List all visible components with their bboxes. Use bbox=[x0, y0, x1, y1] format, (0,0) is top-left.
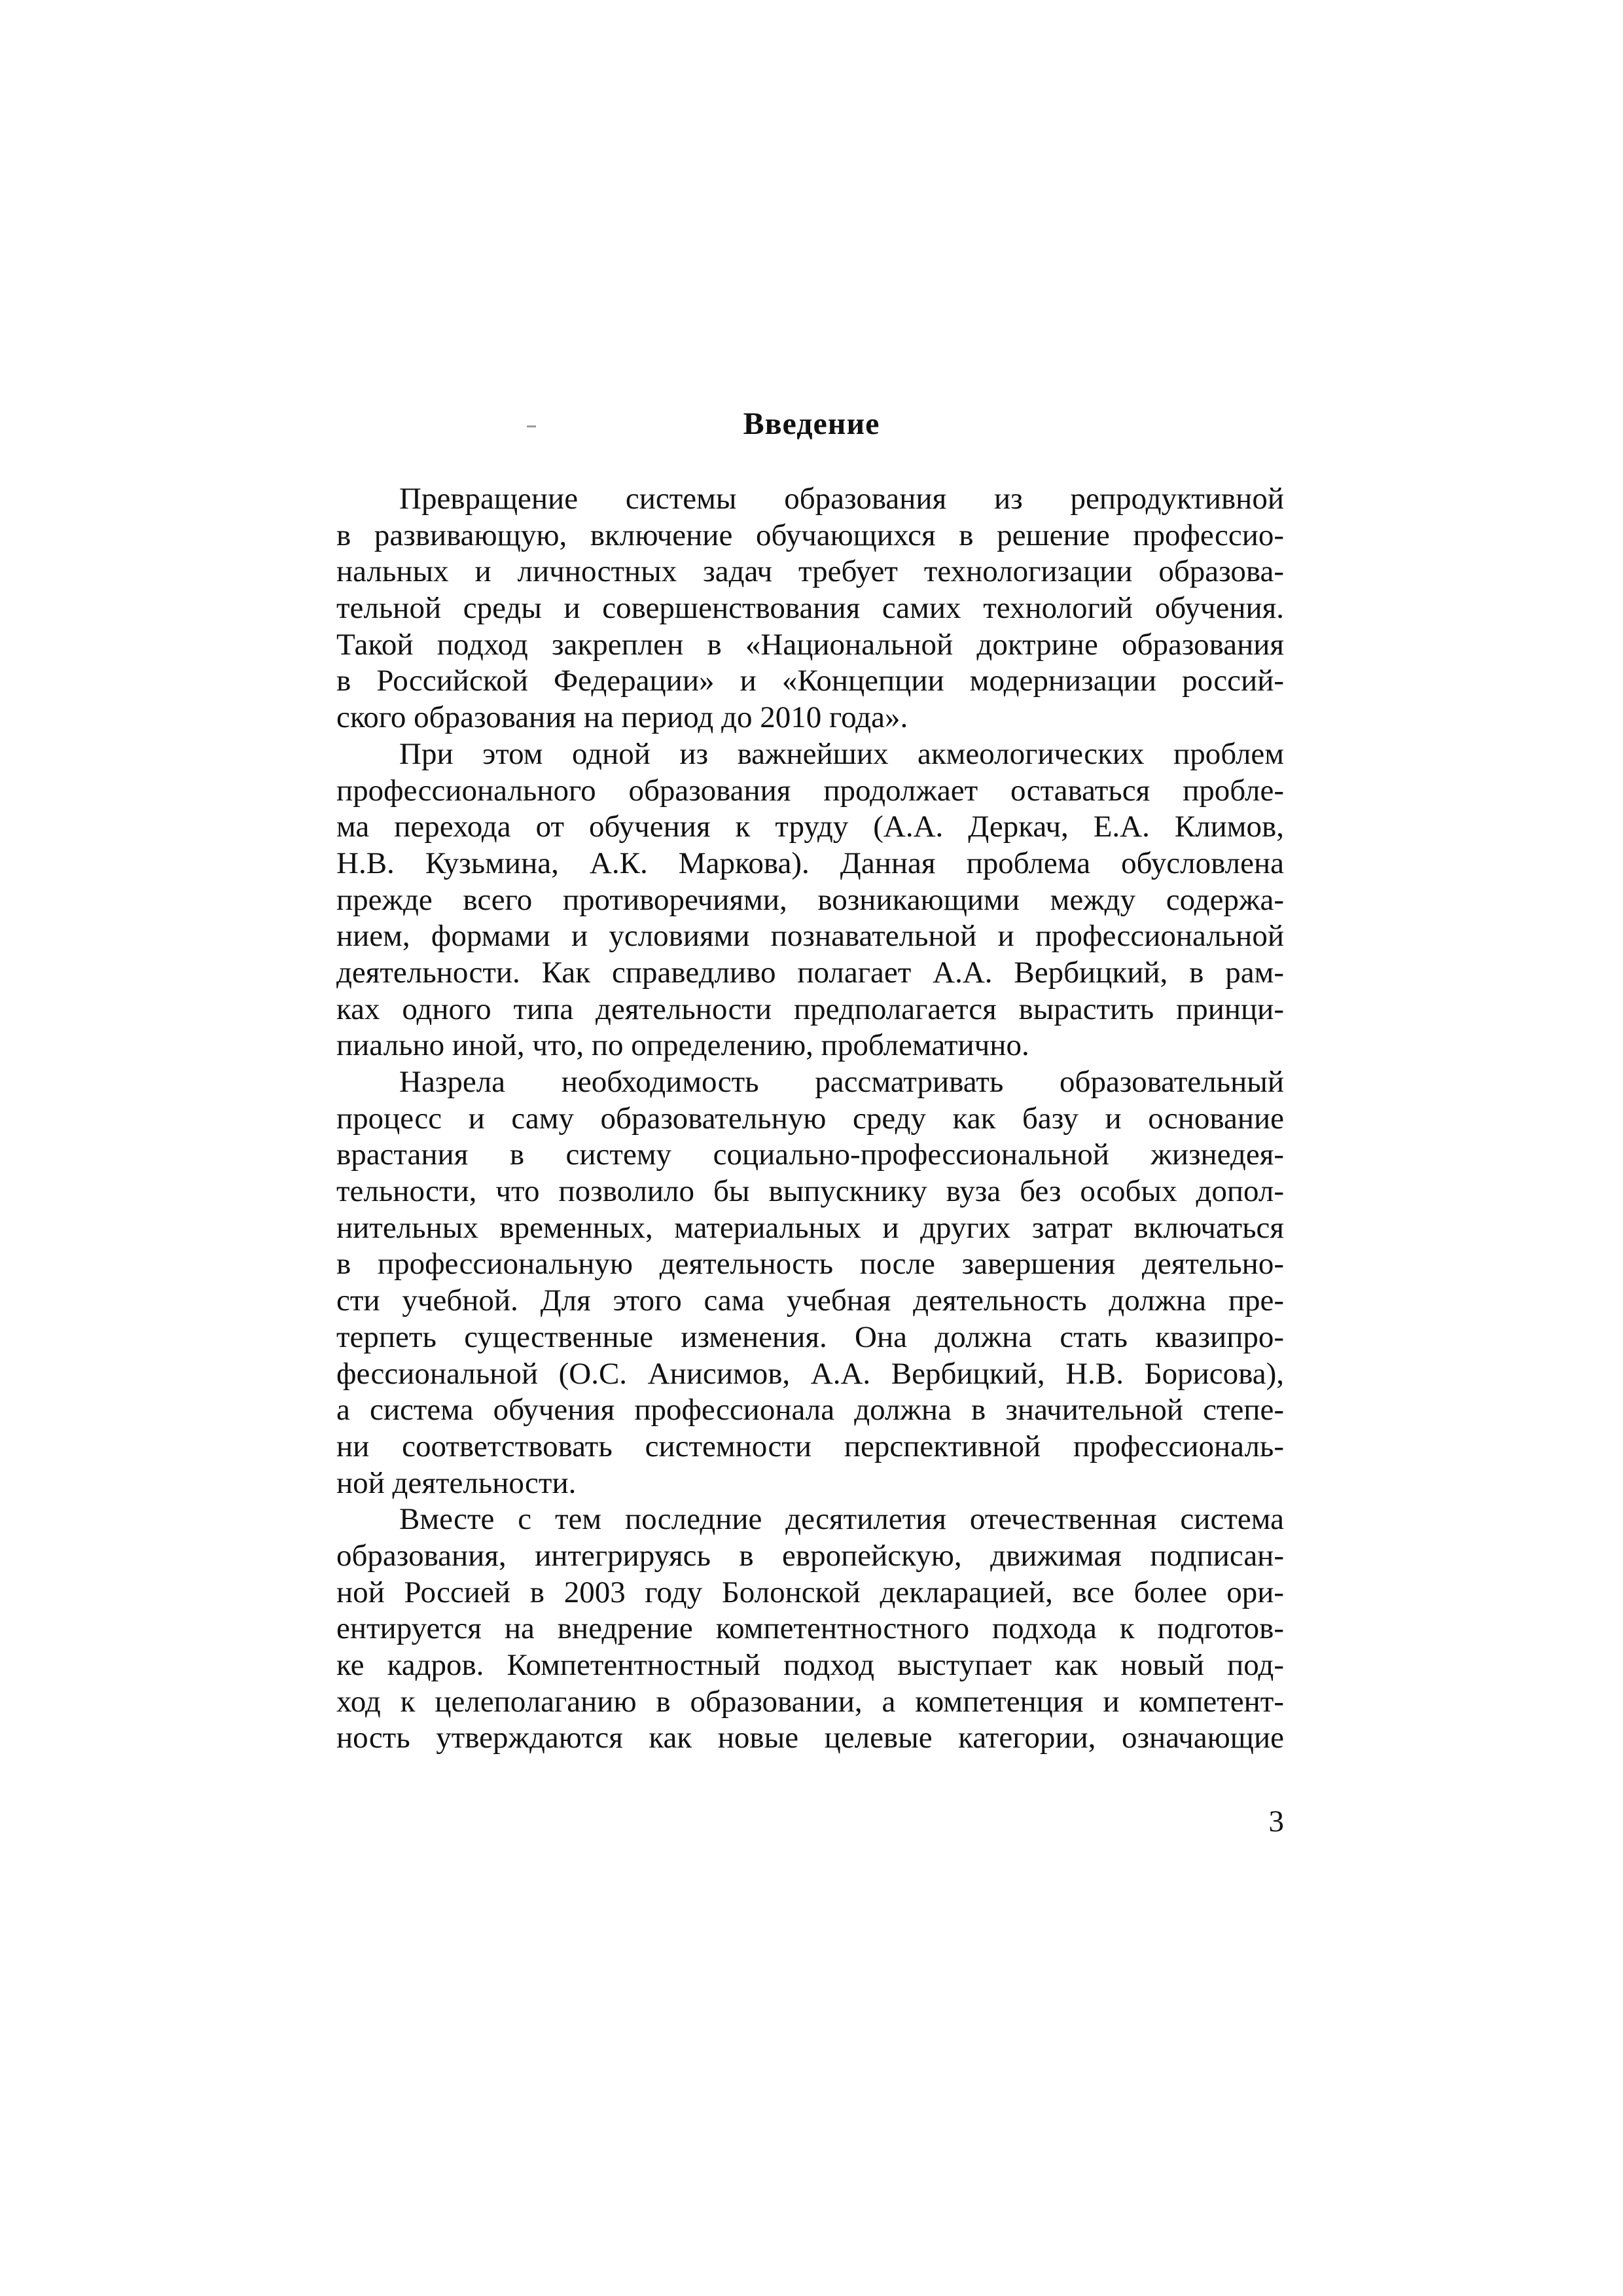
text-line: ках одного типа деятельности предполагается вырастить принци- bbox=[336, 992, 1284, 1026]
text-line: процесс и саму образовательную среду как базу и основание bbox=[336, 1101, 1284, 1136]
text-line: в Российской Федерации» и «Концепции модернизации россий- bbox=[336, 664, 1284, 698]
paragraph-4 bbox=[336, 1501, 1284, 1757]
paragraph-2 bbox=[336, 736, 1284, 1064]
text-line: в развивающую, включение обучающихся в решение профессио- bbox=[336, 518, 1284, 552]
paragraph-1 bbox=[336, 481, 1284, 736]
page-title: Введение bbox=[743, 406, 880, 441]
text-line: а система обучения профессионала должна в значительной степе- bbox=[336, 1393, 1284, 1427]
text-line: прежде всего противоречиями, возникающими между содержа- bbox=[336, 882, 1284, 917]
text-line: Превращение системы образования из репродуктивной bbox=[399, 482, 1284, 516]
text-line: терпеть существенные изменения. Она должна стать квазипро- bbox=[336, 1319, 1284, 1354]
text-line: образования, интегрируясь в европейскую, движимая подписан- bbox=[336, 1538, 1284, 1573]
text-line: врастания в систему социально-профессиональной жизнедея- bbox=[336, 1138, 1284, 1172]
text-line: ке кадров. Компетентностный подход выступает как новый под- bbox=[336, 1648, 1284, 1682]
text-line: нием, формами и условиями познавательной и профессиональной bbox=[336, 919, 1284, 954]
text-line: ентируется на внедрение компетентностного подхода к подготов- bbox=[336, 1611, 1284, 1646]
text-line: нальных и личностных задач требует технологизации образова- bbox=[336, 554, 1284, 589]
text-line: ной деятельности. bbox=[336, 1465, 577, 1500]
text-line: ни соответствовать системности перспективной профессиональ- bbox=[336, 1429, 1284, 1463]
text-line: ной Россией в 2003 году Болонской декларацией, все более ори- bbox=[336, 1575, 1284, 1609]
text-line: ность утверждаются как новые целевые категории, означающие bbox=[336, 1721, 1284, 1755]
text-line: Н.В. Кузьмина, А.К. Маркова). Данная проблема обусловлена bbox=[336, 846, 1284, 880]
page-number: 3 bbox=[1268, 1804, 1284, 1839]
text-line: ход к целеполаганию в образовании, а компетенция и компетент- bbox=[336, 1684, 1284, 1719]
text-line: ского образования на период до 2010 года». bbox=[336, 700, 908, 735]
text-line: ма перехода от обучения к труду (А.А. Деркач, Е.А. Климов, bbox=[336, 810, 1284, 844]
text-line: тельной среды и совершенствования самих технологий обучения. bbox=[336, 591, 1284, 626]
paragraph-3 bbox=[336, 1064, 1284, 1501]
text-line: фессиональной (О.С. Анисимов, А.А. Вербицкий, Н.В. Борисова), bbox=[336, 1356, 1284, 1391]
text-line: пиально иной, что, по определению, проблематично. bbox=[336, 1028, 1029, 1063]
text-line: Такой подход закреплен в «Национальной доктрине образования bbox=[336, 627, 1284, 662]
text-line: сти учебной. Для этого сама учебная деятельность должна пре- bbox=[336, 1283, 1284, 1318]
text-line: Назрела необходимость рассматривать образовательный bbox=[399, 1065, 1284, 1099]
text-line: При этом одной из важнейших акмеологических проблем bbox=[399, 736, 1284, 771]
text-line: деятельности. Как справедливо полагает А.А. Вербицкий, в рам- bbox=[336, 955, 1284, 990]
text-line: нительных временных, материальных и других затрат включаться bbox=[336, 1210, 1284, 1245]
text-line: профессионального образования продолжает оставаться пробле- bbox=[336, 773, 1284, 808]
text-line: в профессиональную деятельность после завершения деятельно- bbox=[336, 1247, 1284, 1282]
text-line: тельности, что позволило бы выпускнику вуза без особых допол- bbox=[336, 1174, 1284, 1209]
body-text bbox=[336, 481, 1284, 1757]
text-line: Вместе с тем последние десятилетия отечественная система bbox=[399, 1502, 1284, 1537]
